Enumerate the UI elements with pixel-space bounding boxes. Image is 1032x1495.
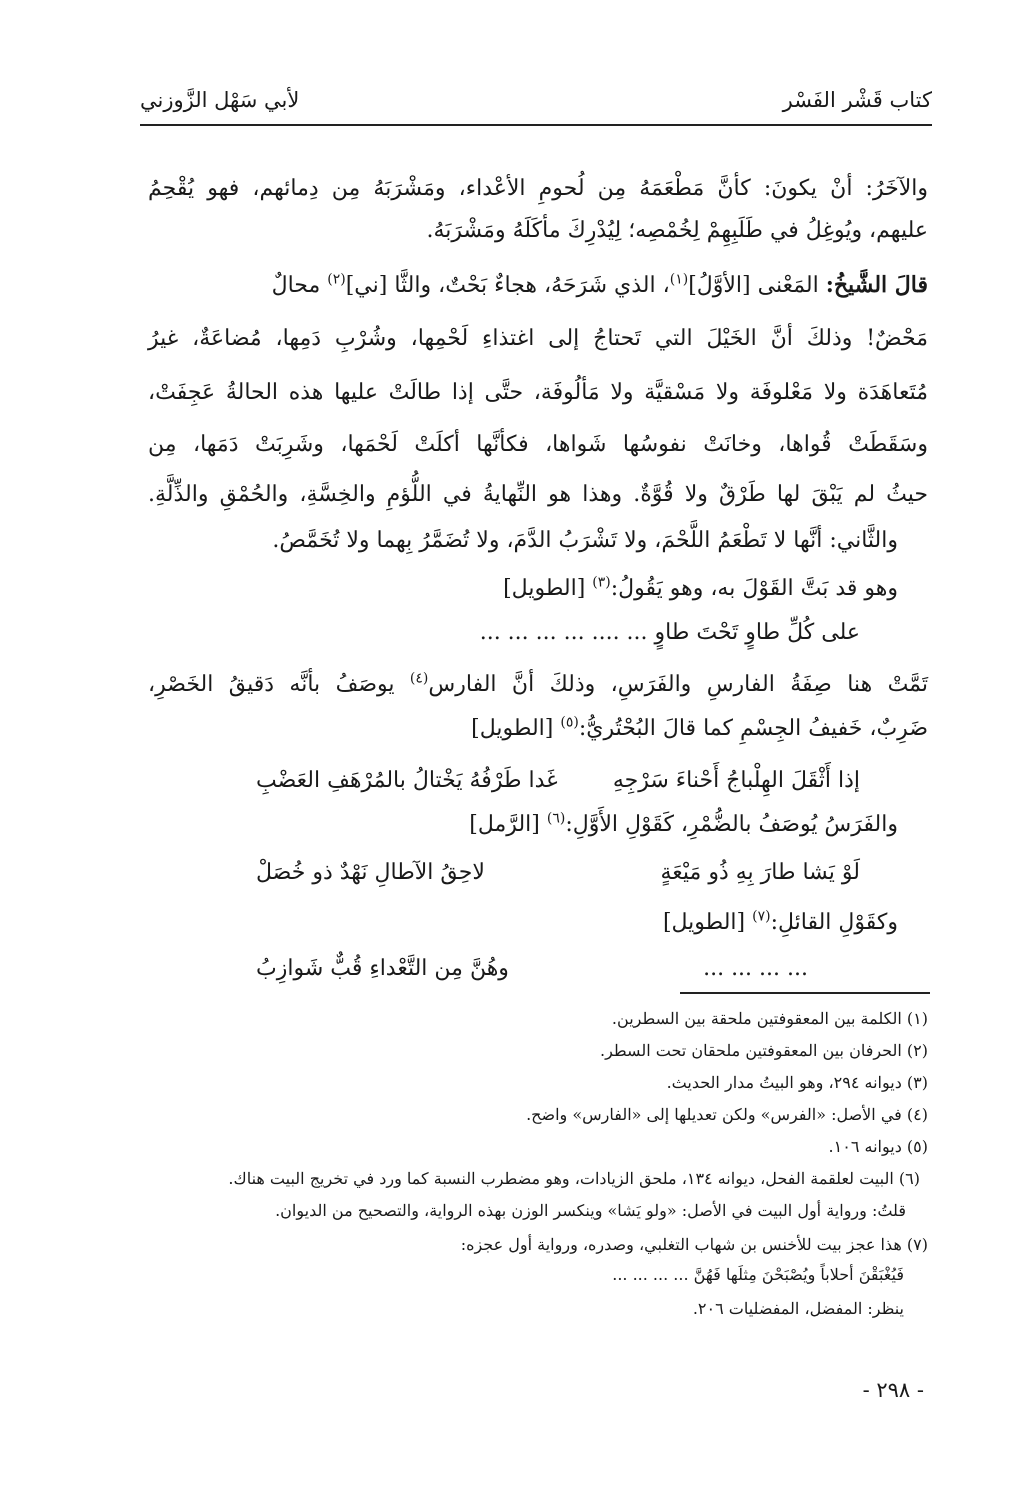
verse-second-hemistich: لاحِقُ الآطالِ نَهْدٌ ذو خُصَلْ: [256, 860, 485, 885]
text-line: عليهم، ويُوغِلُ في طَلَبِهِمْ لِخُمْصِه؛ لِيُدْرِكَ مأكَلَهُ ومَشْرَبَهُ.: [426, 218, 928, 243]
footnote-ref: (١): [669, 271, 689, 288]
running-header: [140, 84, 932, 126]
text-span: ، الذي شَرَحَهُ، هجاءٌ بَحْتٌ، والثَّا [ني]: [345, 273, 670, 298]
text-line: [663, 902, 898, 944]
text-line: [148, 664, 928, 706]
text-line: والآخَرُ: أنْ يكونَ: كأنَّ مَطْعَمَهُ مِن لُحومِ الأعْداء، ومَشْرَبَهُ مِن دِمائهم، فهو يُقْحِمُ: [148, 176, 928, 201]
footnote-ref: (٧): [752, 908, 771, 925]
verse-first-hemistich: ... ... ... ...: [703, 956, 808, 981]
verse-second-hemistich: غَدا طَرْفُهُ يَخْتالُ بالمُرْهَفِ العَضْبِ: [256, 768, 558, 793]
text-line: مُتَعاهَدَة ولا مَعْلوفَة ولا مَسْقيَّة ولا مَألُوفَة، حتَّى إذا طالَتْ عليها هذه الحالةُ عَجِفَتْ،: [148, 380, 928, 405]
meter-label: [الطويل]: [503, 576, 593, 601]
text-line: والثَّاني: أنَّها لا تَطْعَمُ اللَّحْمَ، ولا تَشْرَبُ الدَّمَ، ولا تُضَمَّرُ بِهما ولا تُخَمَّصُ.: [272, 528, 898, 553]
verse-first-hemistich: لَوْ يَشا طارَ بِهِ ذُو مَيْعَةٍ: [660, 860, 860, 885]
meter-label: [الطويل]: [662, 910, 753, 935]
footnote: (٦) البيت لعلقمة الفحل، ديوانه ١٣٤، ملحق الزيادات، وهو مضطرب النسبة كما ورد في تخريج البيت هناك.: [228, 1169, 920, 1188]
author-name: لأبي سَهْل الزَّوزني: [140, 88, 300, 112]
footnote-continuation: قلتُ: ورواية أول البيت في الأصل: «ولو يَشا» وينكسر الوزن بهذه الرواية، والتصحيح من الديوان.: [275, 1201, 906, 1220]
footnote: (١) الكلمة بين المعقوفتين ملحقة بين السطرين.: [611, 1009, 928, 1028]
footnote-ref: (٦): [546, 810, 566, 827]
text-span: وكقَوْلِ القائلِ:: [770, 910, 898, 935]
footnote-ref: (٣): [592, 574, 611, 591]
verse-second-hemistich: وهُنَّ مِن التَّعْداءِ قُبٌّ شَوازِبُ: [256, 956, 509, 981]
footnote-ref: (٤): [409, 670, 429, 687]
footnote-ref: (٥): [560, 714, 579, 731]
text-span: يوصَفُ بأنَّه دَقيقُ الخَصْرِ،: [148, 672, 410, 697]
text-span: وهو قد بَتَّ القَوْلَ به، وهو يَقُولُ:: [610, 576, 898, 601]
footnote-separator: [680, 992, 930, 994]
page-number: - ٢٩٨ -: [862, 1378, 924, 1402]
text-line: [471, 708, 928, 750]
footnote-reference: ينظر: المفضل، المفضليات ٢٠٦.: [692, 1299, 904, 1318]
text-line: وسَقَطَتْ قُواها، وخانَتْ نفوسُها شَواها، فكأنَّها أكلَتْ لَحْمَها، وشَرِبَتْ دَمَها، مِن: [148, 432, 928, 457]
footnote-verse: فَيُغْبَقْنَ أحلاباً ويُصْبَحْنَ مِثلَها فَهُنَّ ... ... ... ...: [612, 1265, 904, 1284]
verse-first-hemistich: إذا أَثْقَلَ الهِلْباجُ أَحْناءَ سَرْجِهِ: [612, 768, 860, 793]
sheikh-label: قالَ الشَّيخُ:: [825, 272, 928, 298]
text-line: مَحْضٌ! وذلكَ أنَّ الخَيْلَ التي تَحتاجُ إلى اغتذاءِ لَحْمِها، وشُرْبِ دَمِها، مُضاعَةٌ، غيرُ: [148, 326, 928, 351]
footnote: (٥) ديوانه ١٠٦.: [828, 1137, 928, 1156]
meter-label: [الرَّمل]: [469, 812, 547, 837]
footnote-ref: (٢): [327, 271, 346, 288]
footnote: (٣) ديوانه ٢٩٤، وهو البيتُ مدار الحديث.: [666, 1073, 928, 1092]
text-span: تَمَّتْ هنا صِفَةُ الفارسِ والفَرَسِ، وذلكَ أنَّ الفارس: [428, 672, 929, 697]
text-span: المَعْنى [الأوَّلُ]: [688, 273, 826, 298]
text-span: ضَرِبٌ، خَفيفُ الجِسْمِ كما قالَ البُحْتُريُّ:: [578, 716, 928, 741]
footnote: (٢) الحرفان بين المعقوفتين ملحقان تحت السطر.: [600, 1041, 928, 1060]
text-line: [503, 568, 898, 610]
text-line: [469, 804, 898, 846]
verse-line: على كُلِّ طاوٍ تَحْتَ طاوٍ ... .... ... ... ... ...: [479, 620, 860, 645]
text-span: والفَرَسُ يُوصَفُ بالضُّمْرِ، كَقَوْلِ الأَوَّلِ:: [565, 812, 898, 837]
footnote: (٤) في الأصل: «الفرس» ولكن تعديلها إلى «الفارس» واضح.: [526, 1105, 928, 1124]
book-title: كتاب قَشْر الفَسْر: [782, 88, 932, 112]
text-span: محالٌ: [271, 273, 328, 298]
footnote: (٧) هذا عجز بيت للأخنس بن شهاب التغلبي، وصدره، ورواية أول عجزه:: [460, 1235, 928, 1254]
text-line: [272, 264, 928, 307]
meter-label: [الطويل]: [471, 716, 561, 741]
text-line: حيثُ لم يَبْقَ لها طَرْقٌ ولا قُوَّةٌ. وهذا هو النِّهايةُ في اللُّؤمِ والخِسَّةِ، والحُمْقِ والذِّلَّةِ.: [148, 482, 928, 507]
